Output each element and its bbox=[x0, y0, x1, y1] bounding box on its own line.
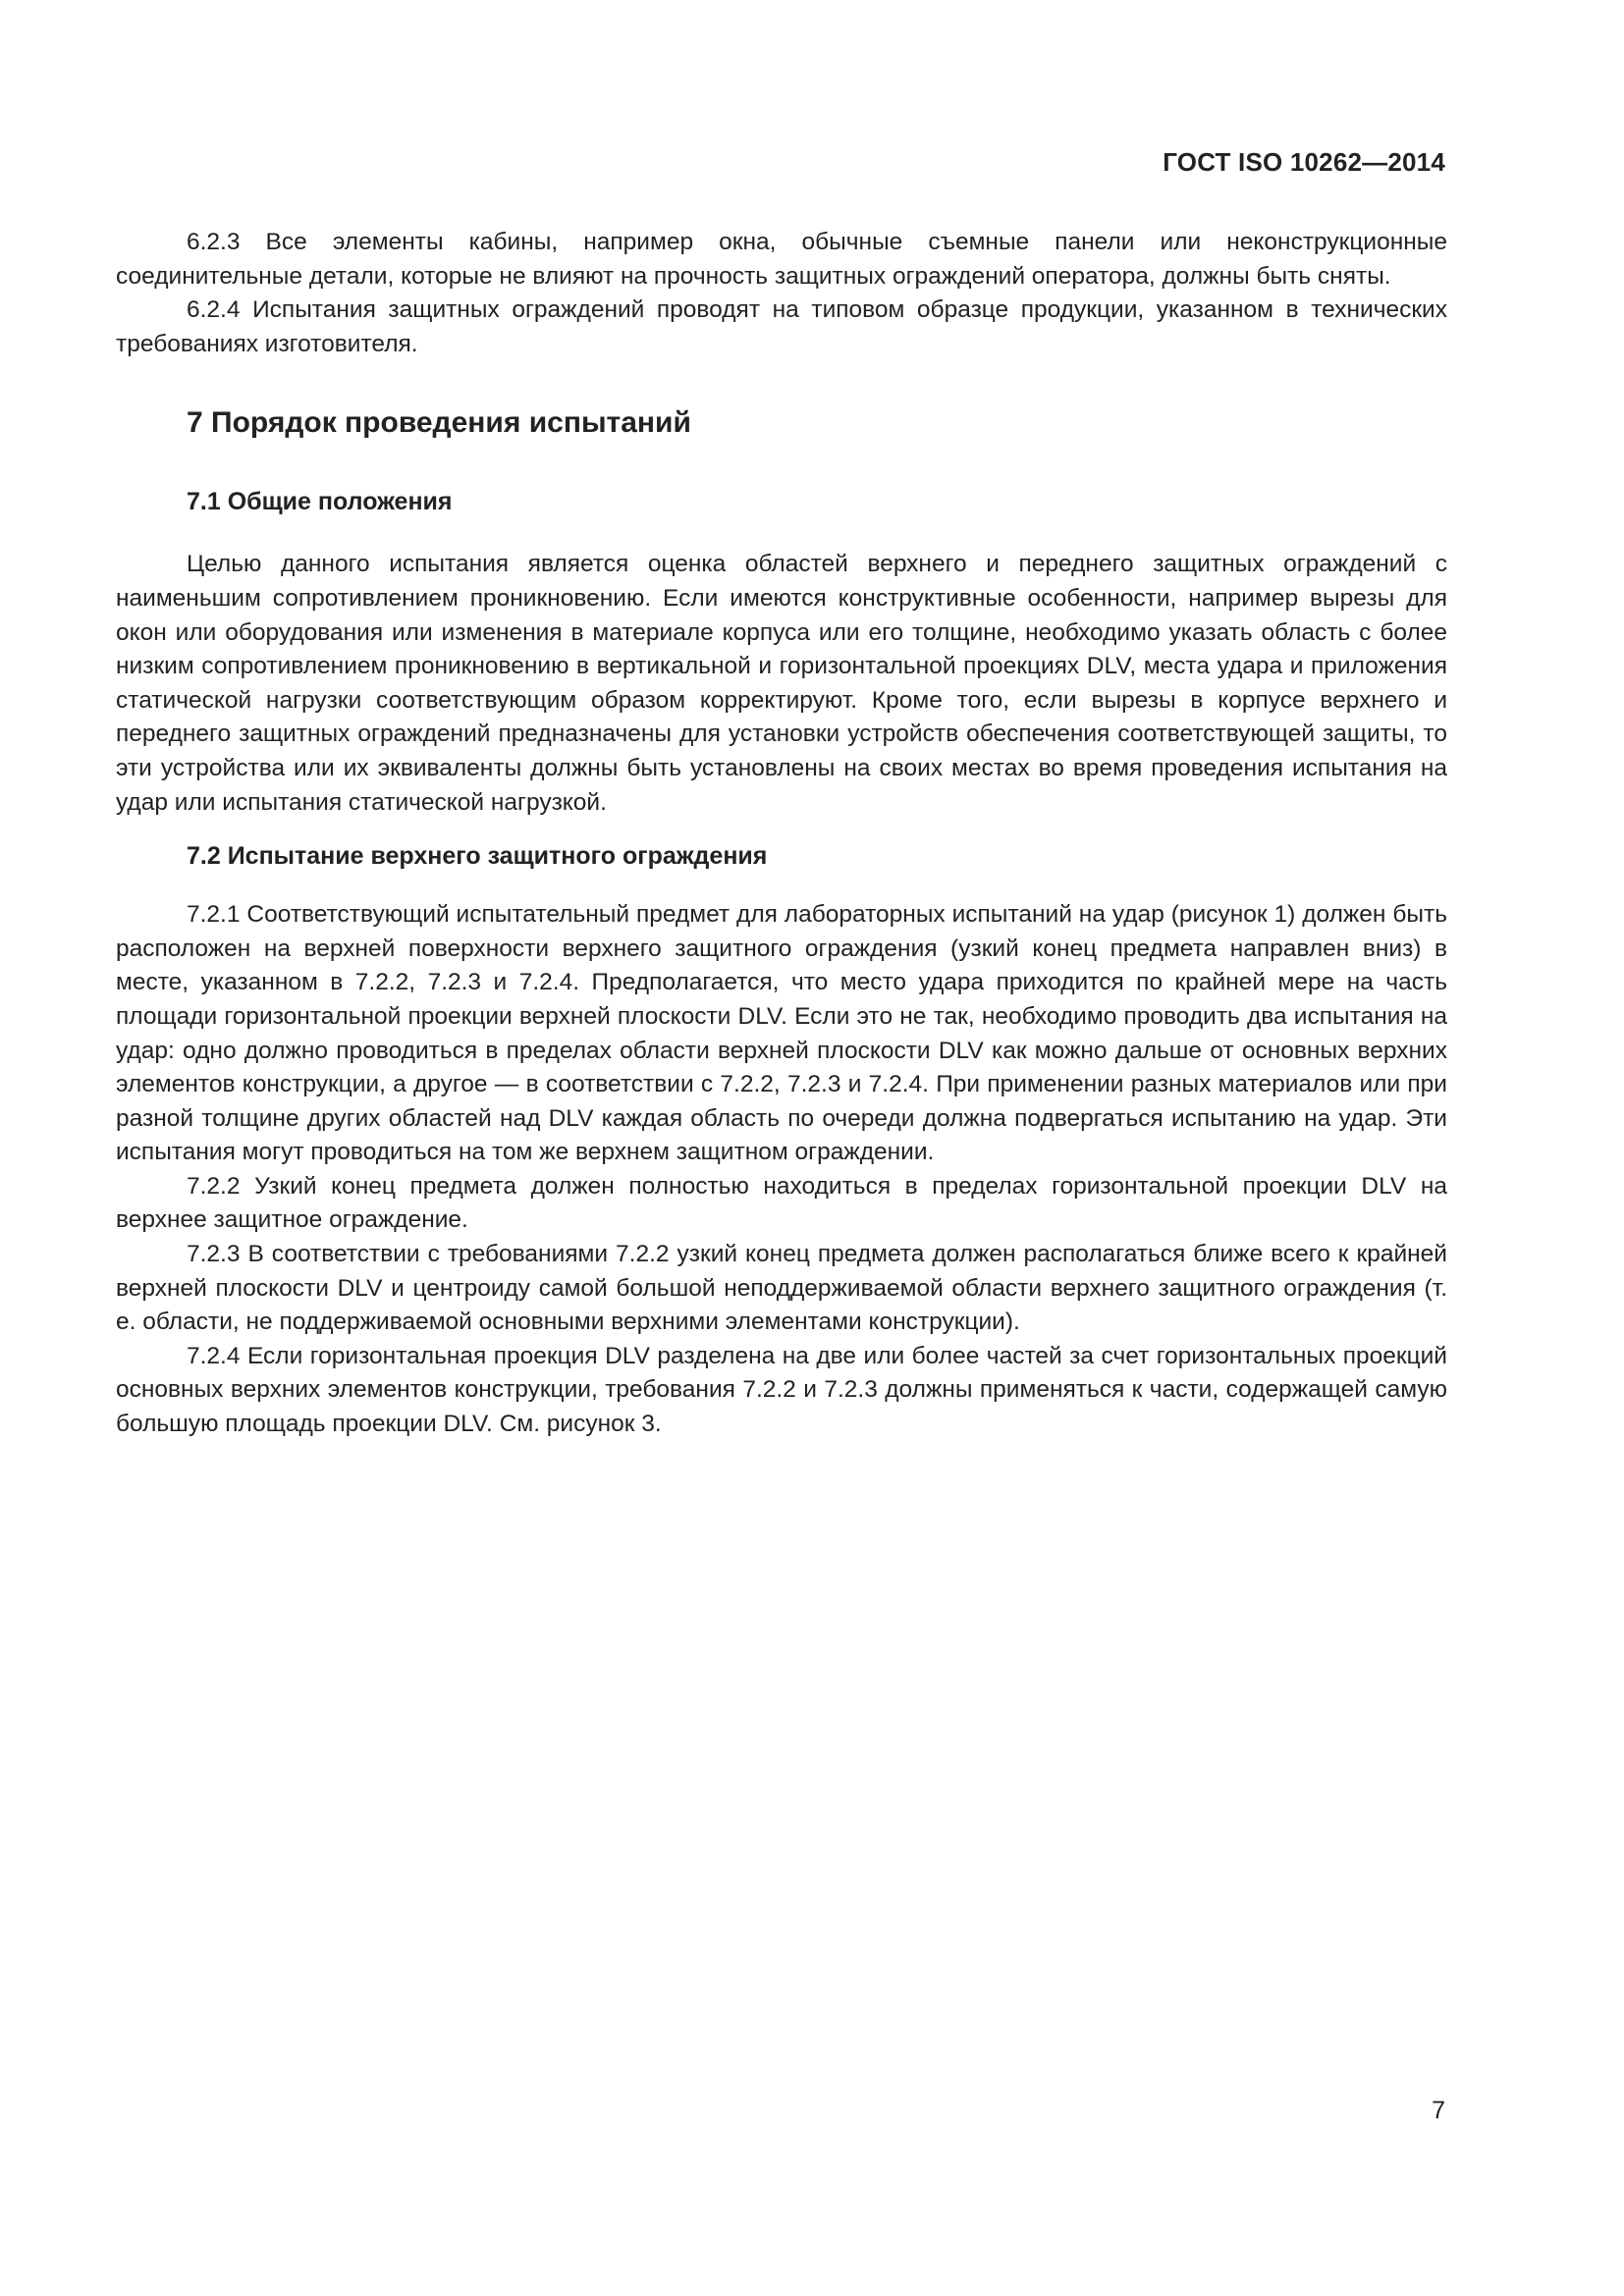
paragraph-7-2-4: 7.2.4 Если горизонтальная проекция DLV разделена на две или более частей за счет горизонтальных проекций основных верхних элементов конструкции, требования 7.2.2 и 7.2.3 должны применяться к части, содержащей самую большую площадь проекции DLV. См. рисунок 3. bbox=[116, 1342, 1447, 1438]
paragraph-7-1: Целью данного испытания является оценка областей верхнего и переднего защитных ограждений с наименьшим сопротивлением проникновению. Если имеются конструктивные особенности, например вырезы для окон или оборудования или изменения в материале корпуса или его толщине, необходимо указать область с более низким сопротивлением проникновению в вертикальной и горизонтальной проекциях DLV, места удара и приложения статической нагрузки соответствующим образом корректируют. Кроме того, если вырезы в корпусе верхнего и переднего защитных ограждений предназначены для установки устройств обеспечения соответствующей защиты, то эти устройства или их эквиваленты должны быть установлены на своих местах во время проведения испытания на удар или испытания статической нагрузкой. bbox=[116, 551, 1447, 816]
document-header: ГОСТ ISO 10262—2014 bbox=[1163, 147, 1445, 177]
paragraph-6-2-4: 6.2.4 Испытания защитных ограждений проводят на типовом образце продукции, указанном в технических требованиях изготовителя. bbox=[116, 296, 1447, 357]
section-heading-7: 7 Порядок проведения испытаний bbox=[187, 406, 691, 440]
paragraph-7-2-2: 7.2.2 Узкий конец предмета должен полностью находиться в пределах горизонтальной проекции DLV на верхнее защитное ограждение. bbox=[116, 1172, 1447, 1234]
page-number: 7 bbox=[1432, 2097, 1445, 2124]
subsection-heading-7-1: 7.1 Общие положения bbox=[187, 488, 453, 516]
subsection-heading-7-2: 7.2 Испытание верхнего защитного ограждения bbox=[187, 842, 768, 871]
document-body bbox=[116, 226, 1447, 1442]
paragraph-7-2-1: 7.2.1 Соответствующий испытательный предмет для лабораторных испытаний на удар (рисунок 1) должен быть расположен на верхней поверхности верхнего защитного ограждения (узкий конец предмета направлен вниз) в месте, указанном в 7.2.2, 7.2.3 и 7.2.4. Предполагается, что место удара приходится по крайней мере на часть площади горизонтальной проекции верхней плоскости DLV. Если это не так, необходимо проводить два испытания на удар: одно должно проводиться в пределах области верхней плоскости DLV как можно дальше от основных верхних элементов конструкции, а другое — в соответствии с 7.2.2, 7.2.3 и 7.2.4. При применении разных материалов или при разной толщине других областей над DLV каждая область по очереди должна подвергаться испытанию на удар. Эти испытания могут проводиться на том же верхнем защитном ограждении. bbox=[116, 901, 1447, 1166]
paragraph-7-2-3: 7.2.3 В соответствии с требованиями 7.2.2 узкий конец предмета должен располагаться ближе всего к крайней верхней плоскости DLV и центроиду самой большой неподдерживаемой области верхнего защитного ограждения (т. е. области, не поддерживаемой основными верхними элементами конструкции). bbox=[116, 1241, 1447, 1336]
paragraph-6-2-3: 6.2.3 Все элементы кабины, например окна, обычные съемные панели или неконструкционные соединительные детали, которые не влияют на прочность защитных ограждений оператора, должны быть сняты. bbox=[116, 229, 1447, 290]
